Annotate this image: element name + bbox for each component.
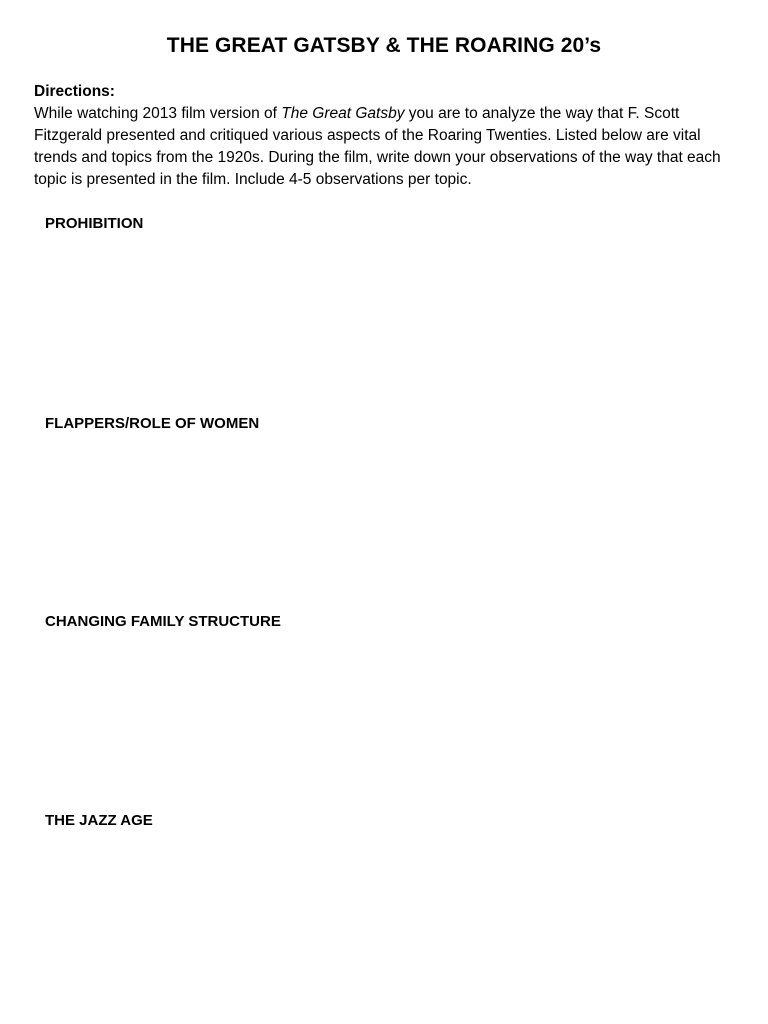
answer-space-prohibition[interactable] bbox=[45, 238, 735, 398]
directions-text-part2: you are to analyze the way that F. Scott Fitzgerald presented and critiqued various aspects of the Roaring Twenties. Listed below are vital trends and topics from the 1920s. During the film, write down your observations of the way that each topic is presented in the film. Include 4-5 observations per topic. bbox=[34, 105, 721, 188]
answer-space-jazz-age[interactable] bbox=[45, 835, 735, 995]
directions-label: Directions: bbox=[34, 83, 115, 100]
topic-heading-prohibition: PROHIBITION bbox=[45, 215, 144, 232]
answer-space-flappers-role-of-women[interactable] bbox=[45, 438, 735, 598]
page-title: THE GREAT GATSBY & THE ROARING 20’s bbox=[166, 34, 602, 57]
topic-heading-changing-family-structure: CHANGING FAMILY STRUCTURE bbox=[45, 613, 281, 630]
film-title-italic: The Great Gatsby bbox=[281, 105, 405, 122]
directions-text-part1: While watching 2013 film version of bbox=[34, 105, 282, 122]
directions-text bbox=[34, 103, 746, 191]
topic-heading-jazz-age: THE JAZZ AGE bbox=[45, 812, 153, 829]
answer-space-changing-family-structure[interactable] bbox=[45, 636, 735, 796]
topic-heading-flappers-role-of-women: FLAPPERS/ROLE OF WOMEN bbox=[45, 415, 260, 432]
